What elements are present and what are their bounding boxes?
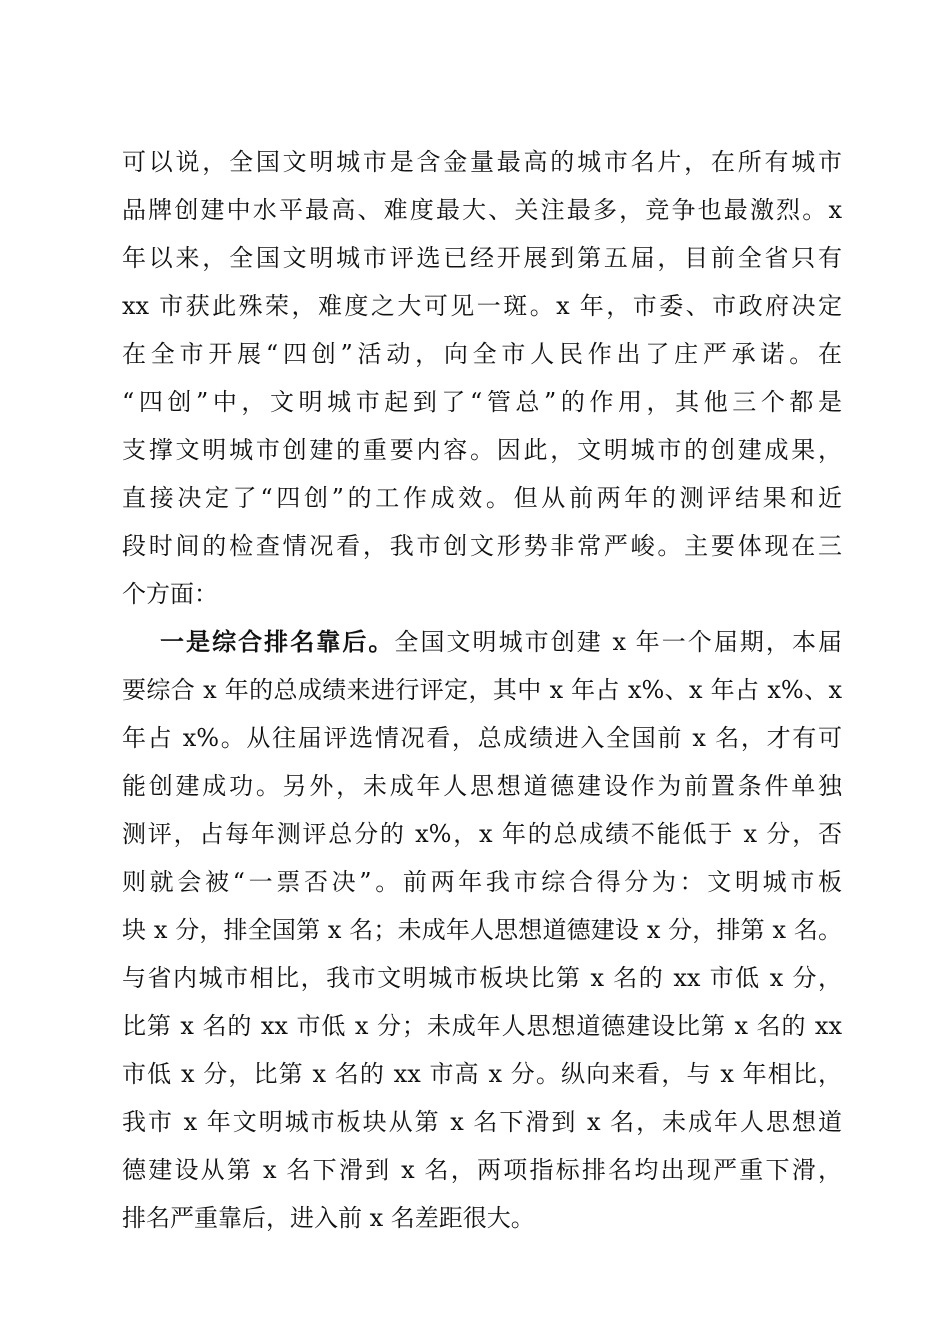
paragraph1-line-10: 个方面： <box>122 580 218 608</box>
paragraph2-line-10: 市低 x 分，比第 x 名的 xx 市高 x 分。纵向来看，与 x 年相比， <box>122 1060 842 1088</box>
paragraph2-line-12: 德建设从第 x 名下滑到 x 名，两项指标排名均出现严重下滑， <box>122 1156 842 1184</box>
paragraph2-line-6: 则就会被“一票否决”。前两年我市综合得分为：文明城市板 <box>122 868 842 896</box>
paragraph2-line-7: 块 x 分，排全国第 x 名；未成年人思想道德建设 x 分，排第 x 名。 <box>122 916 842 944</box>
paragraph2-line-3: 年占 x%。从往届评选情况看，总成绩进入全国前 x 名，才有可 <box>122 724 842 752</box>
paragraph1-line-8: 直接决定了“四创”的工作成效。但从前两年的测评结果和近 <box>122 484 842 512</box>
paragraph1-line-6: “四创”中，文明城市起到了“管总”的作用，其他三个都是 <box>122 388 842 416</box>
paragraph2-line-11: 我市 x 年文明城市板块从第 x 名下滑到 x 名，未成年人思想道 <box>122 1108 842 1136</box>
paragraph2-line-8: 与省内城市相比，我市文明城市板块比第 x 名的 xx 市低 x 分， <box>122 964 842 992</box>
paragraph2-line-2: 要综合 x 年的总成绩来进行评定，其中 x 年占 x%、x 年占 x%、x <box>122 676 842 704</box>
paragraph1-line-2: 品牌创建中水平最高、难度最大、关注最多，竞争也最激烈。x <box>122 196 842 224</box>
paragraph1-line-7: 支撑文明城市创建的重要内容。因此，文明城市的创建成果， <box>122 436 842 464</box>
paragraph1-line-5: 在全市开展“四创”活动，向全市人民作出了庄严承诺。在 <box>122 340 842 368</box>
paragraph1-line-1: 可以说，全国文明城市是含金量最高的城市名片，在所有城市 <box>122 148 842 176</box>
paragraph2-line-13: 排名严重靠后，进入前 x 名差距很大。 <box>122 1204 535 1232</box>
paragraph2-heading: 一是综合排名靠后。 <box>160 627 395 656</box>
paragraph2-line-1-text: 全国文明城市创建 x 年一个届期，本届 <box>394 628 843 656</box>
paragraph2-line-4: 能创建成功。另外，未成年人思想道德建设作为前置条件单独 <box>122 772 842 800</box>
paragraph2-line-1 <box>160 626 842 658</box>
paragraph2-line-9: 比第 x 名的 xx 市低 x 分；未成年人思想道德建设比第 x 名的 xx <box>122 1012 842 1040</box>
paragraph1-line-4: xx 市获此殊荣，难度之大可见一斑。x 年，市委、市政府决定 <box>122 292 842 320</box>
paragraph1-line-3: 年以来，全国文明城市评选已经开展到第五届，目前全省只有 <box>122 244 842 272</box>
paragraph1-line-9: 段时间的检查情况看，我市创文形势非常严峻。主要体现在三 <box>122 532 842 560</box>
paragraph2-line-5: 测评，占每年测评总分的 x%，x 年的总成绩不能低于 x 分，否 <box>122 820 842 848</box>
